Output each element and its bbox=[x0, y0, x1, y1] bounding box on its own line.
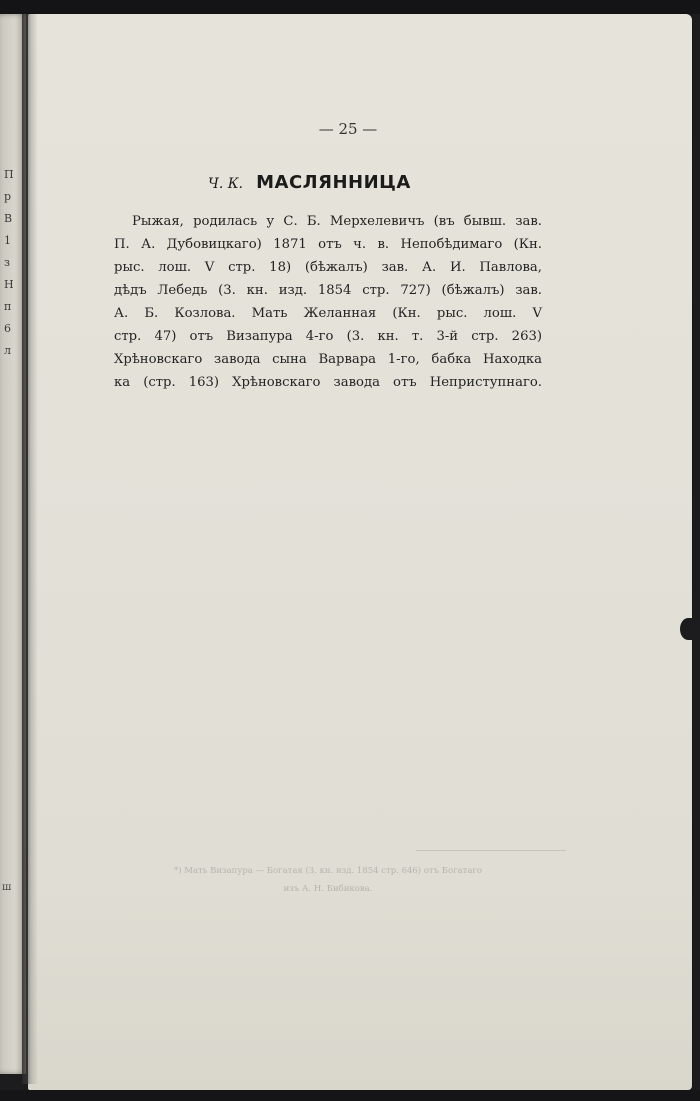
page-number: — 25 — bbox=[318, 120, 378, 138]
paragraph-line: А. Б. Козлова. Мать Желанная (Кн. рыс. лош. V bbox=[114, 306, 542, 321]
page-edge-tear bbox=[680, 618, 696, 640]
fragment: 1 bbox=[4, 234, 11, 247]
fragment: П bbox=[4, 168, 14, 181]
previous-page-text-fragments bbox=[4, 164, 22, 362]
fragment: р bbox=[4, 190, 12, 203]
footnote-line: *) Мать Визапура — Богатая (3. кн. изд. 1854 стр. 646) отъ Богатаго bbox=[174, 866, 482, 876]
previous-page-low-fragment: ш bbox=[2, 882, 12, 893]
paragraph-line: дѣдъ Лебедь (3. кн. изд. 1854 стр. 727) (бѣжалъ) зав. bbox=[114, 283, 542, 298]
paragraph-line: рыс. лош. V стр. 18) (бѣжалъ) зав. А. И. Павлова, bbox=[114, 260, 542, 275]
fragment: В bbox=[4, 212, 13, 225]
top-background-edge bbox=[0, 0, 700, 14]
fragment: Н bbox=[4, 278, 14, 291]
paragraph-line: П. А. Дубовицкаго) 1871 отъ ч. в. Непобѣдимаго (Кн. bbox=[114, 237, 542, 252]
bottom-background-edge bbox=[0, 1090, 700, 1101]
paragraph-line: Рыжая, родилась у С. Б. Мерхелевичъ (въ бывш. зав. bbox=[132, 214, 542, 229]
entry-heading-prefix: Ч. К. bbox=[208, 176, 244, 192]
paragraph-line: стр. 47) отъ Визапура 4-го (3. кн. т. 3-й стр. 263) bbox=[114, 329, 542, 344]
fragment: л bbox=[4, 344, 11, 357]
fragment: п bbox=[4, 300, 12, 313]
footnote-rule bbox=[416, 850, 566, 851]
footnote-line: изъ А. Н. Бибикова. bbox=[283, 884, 373, 894]
book-page bbox=[28, 14, 692, 1090]
fragment: з bbox=[4, 256, 10, 269]
book-gutter-shadow bbox=[22, 14, 38, 1084]
fragment: 6 bbox=[4, 322, 11, 335]
entry-heading bbox=[208, 172, 411, 193]
show-through-footnote bbox=[98, 862, 558, 898]
entry-heading-name: МАСЛЯННИЦА bbox=[256, 172, 411, 193]
entry-paragraph bbox=[114, 210, 542, 394]
paragraph-line: Хрѣновскаго завода сына Варвара 1-го, бабка Находка bbox=[114, 352, 542, 367]
paragraph-line: ка (стр. 163) Хрѣновскаго завода отъ Неприступнаго. bbox=[114, 375, 542, 390]
